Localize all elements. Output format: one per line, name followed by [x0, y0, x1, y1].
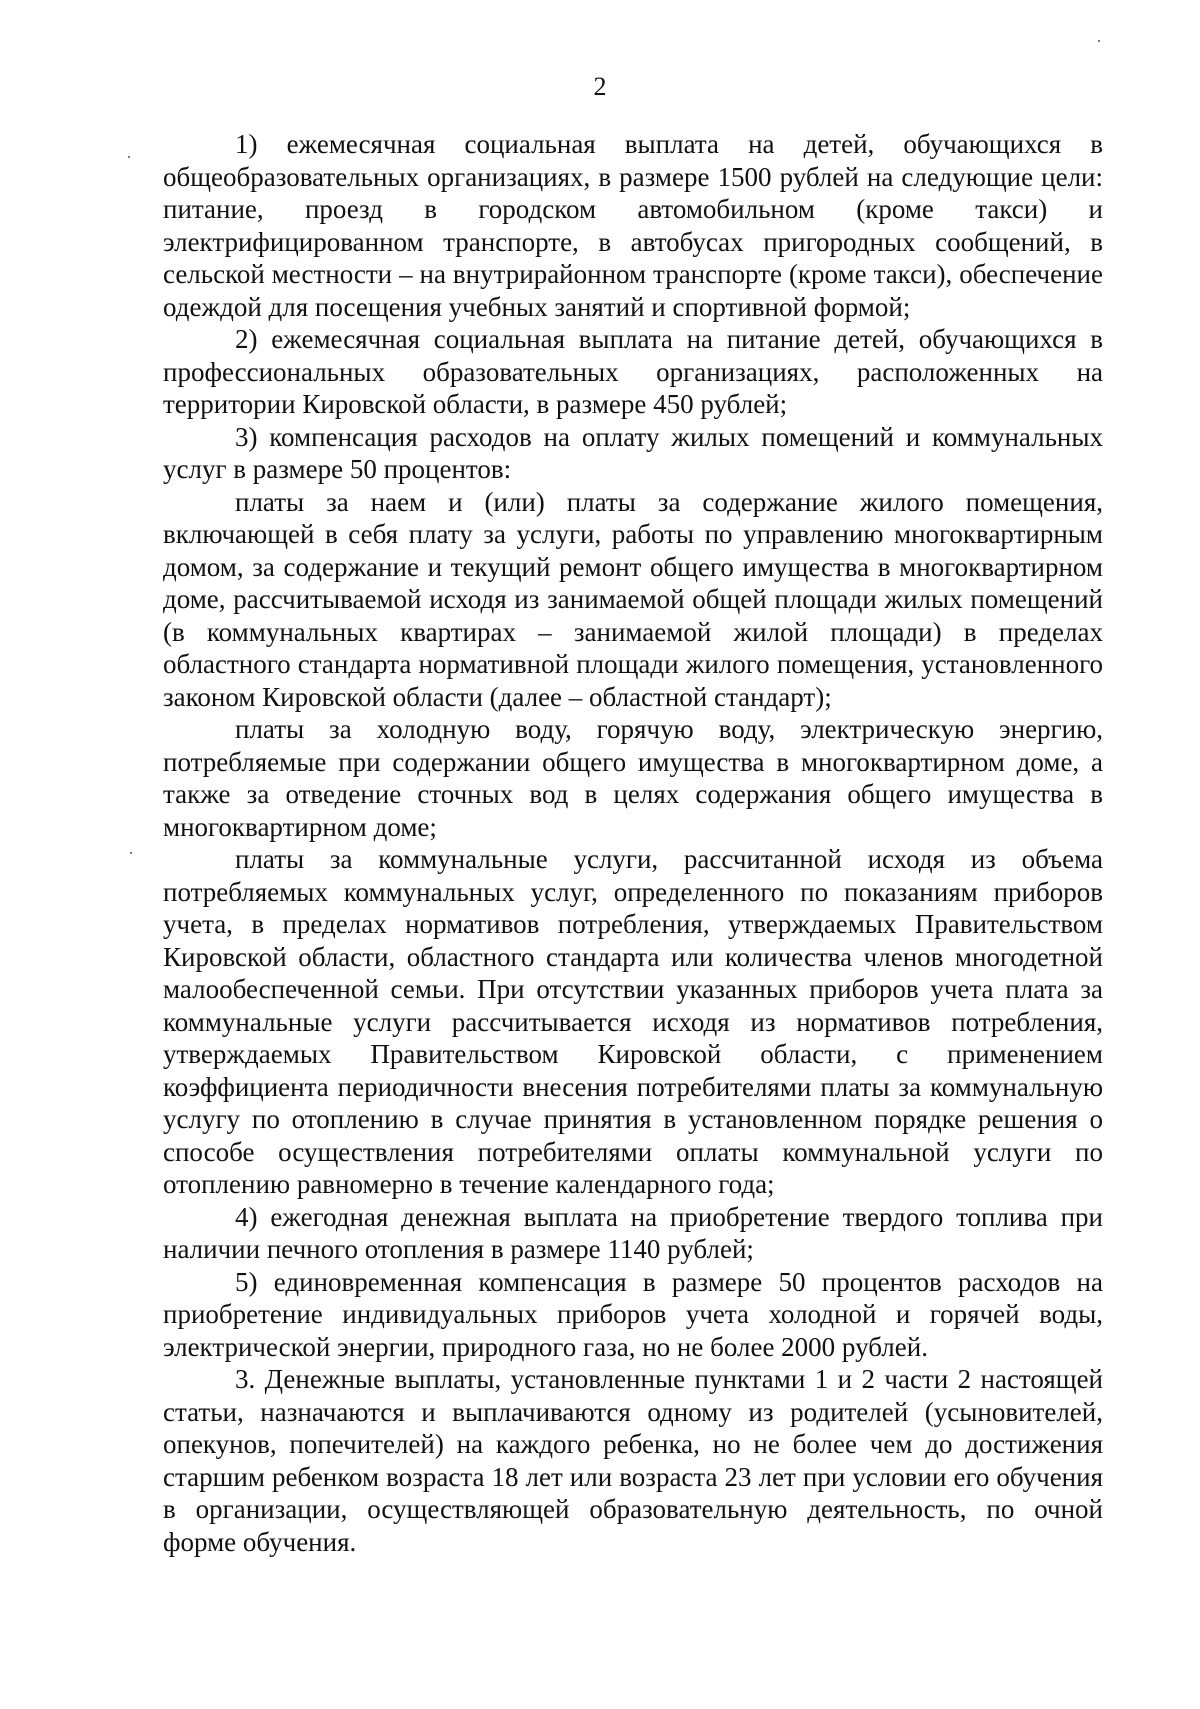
scan-speck: [130, 852, 132, 854]
paragraph-utilities: платы за коммунальные услуги, рассчитанной исходя из объема потребляемых коммунальных услуг, определенного по показаниям приборов учета, в пределах нормативов потребления, утверждаемых Правительством Кировской области, областного стандарта или количества членов многодетной малообеспеченной семьи. При отсутствии указанных приборов учета плата за коммунальные услуги рассчитывается исходя из нормативов потребления, утверждаемых Правительством Кировской области, с применением коэффициента периодичности внесения потребителями платы за коммунальную услугу по отоплению в случае принятия в установленном порядке решения о способе осуществления потребителями оплаты коммунальной услуги по отоплению равномерно в течение календарного года;: [163, 844, 1103, 1199]
paragraph-common-property: платы за холодную воду, горячую воду, электрическую энергию, потребляемые при содержании общего имущества в многоквартирном доме, а также за отведение сточных вод в целях содержания общего имущества в многоквартирном доме;: [163, 714, 1103, 842]
paragraph-item-1: 1) ежемесячная социальная выплата на детей, обучающихся в общеобразовательных организациях, в размере 1500 рублей на следующие цели: питание, проезд в городском автомобильном (кроме такси) и электрифицированном транспорте, в автобусах пригородных сообщений, в сельской местности – на внутрирайонном транспорте (кроме такси), обеспечение одеждой для посещения учебных занятий и спортивной формой;: [163, 129, 1103, 322]
paragraph-item-5: 5) единовременная компенсация в размере 50 процентов расходов на приобретение индивидуальных приборов учета холодной и горячей воды, электрической энергии, природного газа, но не более 2000 рублей.: [163, 1266, 1103, 1362]
paragraph-item-3: 3) компенсация расходов на оплату жилых помещений и коммунальных услуг в размере 50 процентов:: [163, 421, 1103, 484]
document-body: [163, 128, 1103, 1558]
paragraph-part-3: 3. Денежные выплаты, установленные пунктами 1 и 2 части 2 настоящей статьи, назначаются и выплачиваются одному из родителей (усыновителей, опекунов, попечителей) на каждого ребенка, но не более чем до достижения старшим ребенком возраста 18 лет или возраста 23 лет при условии его обучения в организации, осуществляющей образовательную деятельность, по очной форме обучения.: [163, 1364, 1103, 1557]
scan-speck: [128, 156, 130, 158]
page-number: 2: [593, 72, 607, 101]
paragraph-item-2: 2) ежемесячная социальная выплата на питание детей, обучающихся в профессиональных образовательных организациях, расположенных на территории Кировской области, в размере 450 рублей;: [163, 324, 1103, 419]
paragraph-housing-rent: платы за наем и (или) платы за содержание жилого помещения, включающей в себя плату за услуги, работы по управлению многоквартирным домом, за содержание и текущий ремонт общего имущества в многоквартирном доме, рассчитываемой исходя из занимаемой общей площади жилых помещений (в коммунальных квартирах – занимаемой жилой площади) в пределах областного стандарта нормативной площади жилого помещения, установленного законом Кировской области (далее – областной стандарт);: [163, 486, 1103, 712]
scan-speck: [1098, 40, 1100, 42]
paragraph-item-4: 4) ежегодная денежная выплата на приобретение твердого топлива при наличии печного отопления в размере 1140 рублей;: [163, 1201, 1103, 1264]
